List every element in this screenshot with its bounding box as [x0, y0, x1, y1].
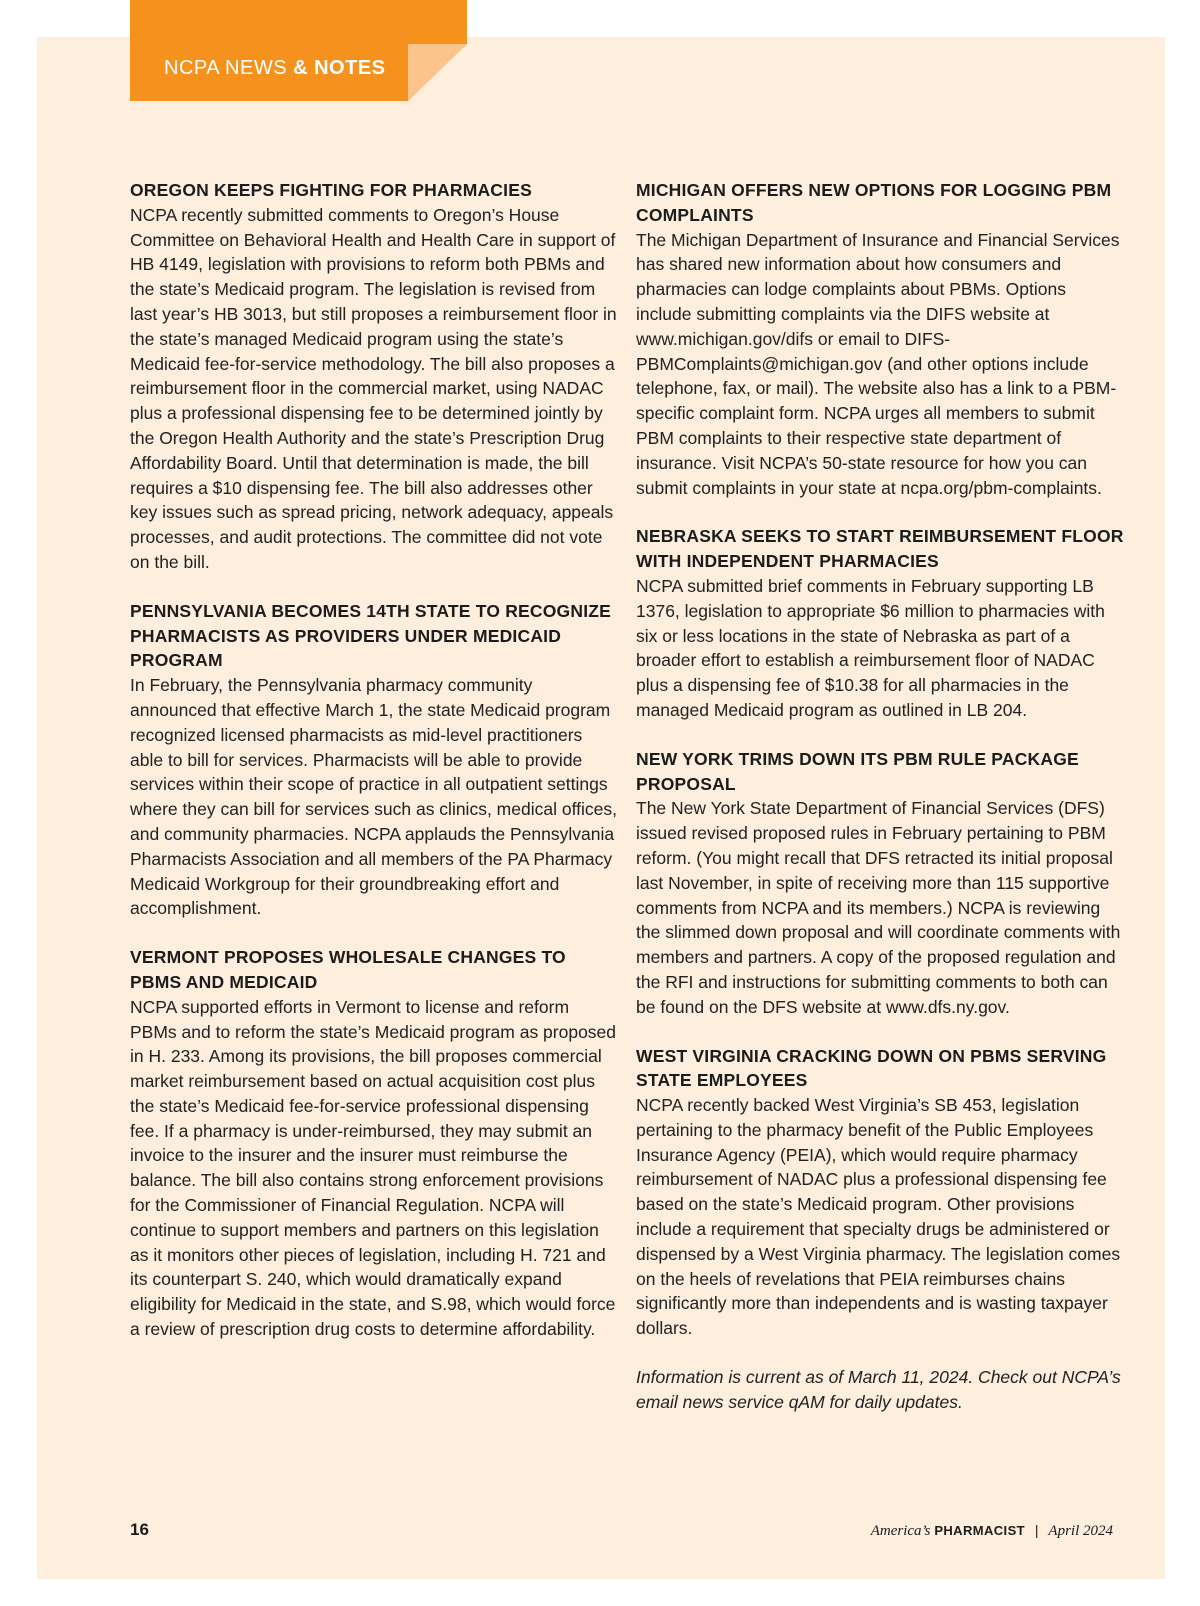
article-west-virginia — [636, 1044, 1126, 1342]
tab-fold-shadow — [408, 44, 467, 101]
article-nebraska — [636, 524, 1126, 722]
article-vermont — [130, 945, 620, 1342]
article-heading: OREGON KEEPS FIGHTING FOR PHARMACIES — [130, 180, 532, 200]
article-pennsylvania — [130, 599, 620, 921]
article-body: The New York State Department of Financial Services (DFS) issued revised proposed rules in February pertaining to PBM reform. (You might recall that DFS retracted its initial proposal last November, in spite of receiving more than 115 supportive comments from NCPA and its members.) NCPA is reviewing the slimmed down proposal and will coordinate comments with members and partners. A copy of the proposed regulation and the RFI and instructions for submitting comments to both can be found on the DFS website at www.dfs.ny.gov. — [636, 798, 1121, 1017]
magazine-footer — [871, 1522, 1113, 1540]
article-body: NCPA recently submitted comments to Oregon’s House Committee on Behavioral Health and Health Care in support of HB 4149, legislation with provisions to reform both PBMs and the state’s Medicaid program. The legislation is revised from last year’s HB 3013, but still proposes a reimbursement floor in the state’s managed Medicaid program using the state’s Medicaid fee-for-service methodology. The bill also proposes a reimbursement floor in the commercial market, using NADAC plus a professional dispensing fee to be determined jointly by the Oregon Health Authority and the state’s Prescription Drug Affordability Board. Until that determination is made, the bill requires a $10 dispensing fee. The bill also addresses other key issues such as spread pricing, network adequacy, appeals processes, and audit protections. The committee did not vote on the bill. — [130, 204, 617, 572]
article-heading: WEST VIRGINIA CRACKING DOWN ON PBMS SERVING STATE EMPLOYEES — [636, 1045, 1107, 1091]
article-heading: VERMONT PROPOSES WHOLESALE CHANGES TO PBMS AND MEDICAID — [130, 947, 566, 992]
article-heading: NEW YORK TRIMS DOWN ITS PBM RULE PACKAGE PROPOSAL — [636, 748, 1079, 794]
article-heading: MICHIGAN OFFERS NEW OPTIONS FOR LOGGING PBM COMPLAINTS — [636, 180, 1112, 225]
issue-date: April 2024 — [1048, 1523, 1113, 1539]
closing-note: Information is current as of March 11, 2024. Check out NCPA’s email news service qAM for daily updates. — [636, 1367, 1121, 1412]
section-title-bold: & NOTES — [293, 57, 386, 79]
article-new-york — [636, 747, 1126, 1020]
article-heading: PENNSYLVANIA BECOMES 14TH STATE TO RECOGNIZE PHARMACISTS AS PROVIDERS UNDER MEDICAID PROGRAM — [130, 600, 612, 671]
article-body: In February, the Pennsylvania pharmacy community announced that effective March 1, the state Medicaid program recognized licensed pharmacists as mid-level practitioners able to bill for services. Pharmacists will be able to provide services within their scope of practice in all outpatient settings where they can bill for services such as clinics, medical offices, and community pharmacies. NCPA applauds the Pennsylvania Pharmacists Association and all members of the PA Pharmacy Medicaid Workgroup for their groundbreaking effort and accomplishment. — [130, 675, 617, 919]
article-body: The Michigan Department of Insurance and Financial Services has shared new information about how consumers and pharmacies can lodge complaints about PBMs. Options include submitting complaints via the DIFS website at www.michigan.gov/difs or email to DIFS-PBMComplaints@michigan.gov (and other options include telephone, fax, or mail). The website also has a link to a PBM-specific complaint form. NCPA urges all members to submit PBM complaints to their respective state department of insurance. Visit NCPA’s 50-state resource for how you can submit complaints in your state at ncpa.org/pbm-complaints. — [636, 229, 1120, 498]
right-column — [636, 178, 1126, 1415]
article-body: NCPA supported efforts in Vermont to license and reform PBMs and to reform the state’s Medicaid program as proposed in H. 233. Among its provisions, the bill proposes commercial market reimbursement based on actual acquisition cost plus the state’s Medicaid fee-for-service professional dispensing fee. If a pharmacy is under-reimbursed, they may submit an invoice to the insurer and the insurer must reimburse the balance. The bill also contains strong enforcement provisions for the Commissioner of Financial Regulation. NCPA will continue to support members and partners on this legislation as it monitors other pieces of legislation, including H. 721 and its counterpart S. 240, which would dramatically expand eligibility for Medicaid in the state, and S.98, which would force a review of prescription drug costs to determine affordability. — [130, 996, 617, 1340]
article-heading: NEBRASKA SEEKS TO START REIMBURSEMENT FLOOR WITH INDEPENDENT PHARMACIES — [636, 526, 1124, 572]
left-column — [130, 178, 620, 1366]
article-body: NCPA recently backed West Virginia’s SB 453, legislation pertaining to the pharmacy benefit of the Public Employees Insurance Agency (PEIA), which would require pharmacy reimbursement of NADAC plus a professional dispensing fee based on the state’s Medicaid program. Other provisions include a requirement that specialty drugs be administered or dispensed by a West Virginia pharmacy. The legislation comes on the heels of revelations that PEIA reimburses chains significantly more than independents and is wasting taxpayer dollars. — [636, 1095, 1121, 1339]
magazine-name: PHARMACIST — [934, 1523, 1025, 1538]
section-title-light: NCPA NEWS — [164, 57, 288, 79]
article-oregon — [130, 178, 620, 575]
article-body: NCPA submitted brief comments in February supporting LB 1376, legislation to appropriate $6 million to pharmacies with six or less locations in the state of Nebraska as part of a broader effort to establish a reimbursement floor of NADAC plus a dispensing fee of $10.38 for all pharmacies in the managed Medicaid program as outlined in LB 204. — [636, 575, 1105, 720]
page-number: 16 — [130, 1520, 149, 1539]
section-title — [164, 55, 386, 81]
footer-separator: | — [1034, 1522, 1039, 1538]
article-michigan — [636, 178, 1126, 500]
magazine-prefix: America’s — [870, 1523, 931, 1539]
